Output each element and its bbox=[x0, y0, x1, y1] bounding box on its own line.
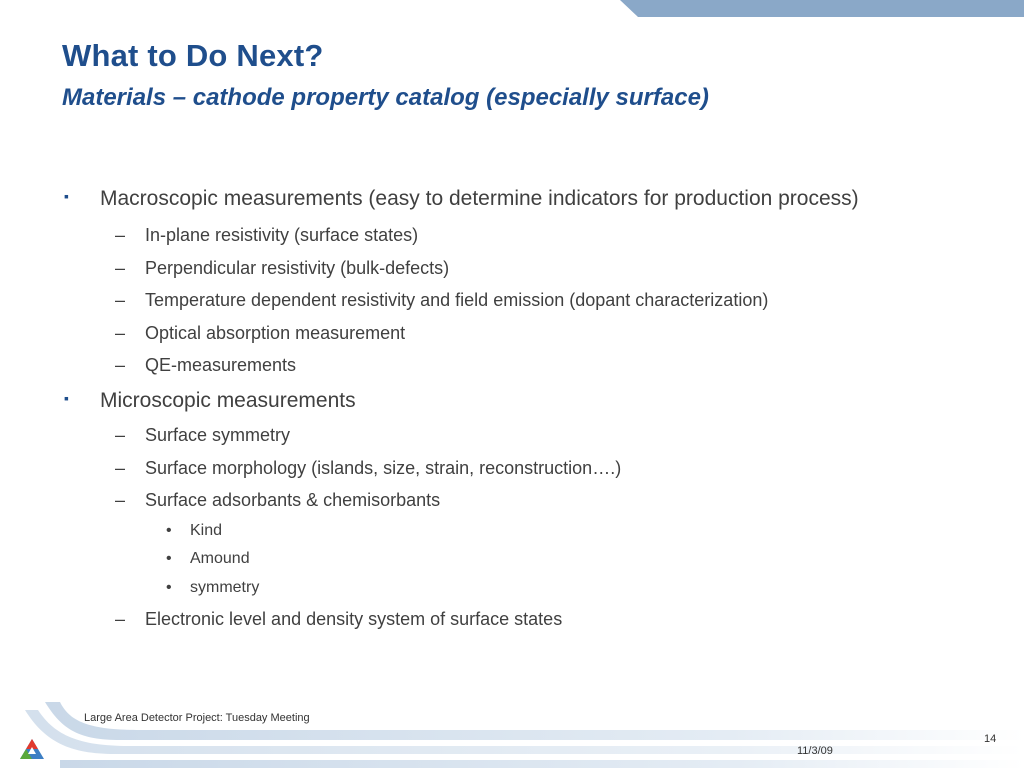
dot-bullet-icon: • bbox=[166, 550, 172, 567]
sub-bullet-text: Optical absorption measurement bbox=[145, 323, 406, 343]
sub-bullet bbox=[115, 355, 297, 376]
sub-bullet bbox=[115, 458, 622, 479]
sub-sub-bullet-text: symmetry bbox=[190, 579, 260, 596]
dash-bullet-icon: – bbox=[115, 323, 126, 343]
dash-bullet-icon: – bbox=[115, 225, 126, 245]
dash-bullet-icon: – bbox=[115, 425, 126, 445]
dash-bullet-icon: – bbox=[115, 458, 126, 478]
dot-bullet-icon: • bbox=[166, 579, 172, 596]
sub-bullet bbox=[115, 225, 419, 246]
dash-bullet-icon: – bbox=[115, 258, 126, 278]
top-accent-band bbox=[620, 0, 1024, 17]
sub-bullet bbox=[115, 490, 441, 511]
slide-subtitle: Materials – cathode property catalog (especially surface) bbox=[62, 84, 709, 111]
sub-sub-bullet bbox=[166, 550, 250, 568]
sub-bullet-text: In-plane resistivity (surface states) bbox=[145, 225, 419, 245]
page-number: 14 bbox=[984, 733, 997, 745]
sub-bullet bbox=[115, 425, 291, 446]
bullet-microscopic bbox=[64, 389, 356, 413]
sub-sub-bullet-text: Kind bbox=[190, 522, 223, 539]
sub-bullet-text: Surface morphology (islands, size, strain, reconstruction….) bbox=[145, 458, 622, 478]
sub-bullet bbox=[115, 258, 450, 279]
triangle-logo-icon bbox=[19, 738, 45, 760]
sub-bullet bbox=[115, 290, 769, 311]
sub-bullet-text: Temperature dependent resistivity and field emission (dopant characterization) bbox=[145, 290, 769, 310]
sub-bullet-text: QE-measurements bbox=[145, 355, 297, 375]
footer-date: 11/3/09 bbox=[797, 745, 833, 757]
bullet-macroscopic bbox=[64, 187, 859, 211]
sub-bullet-text: Surface adsorbants & chemisorbants bbox=[145, 490, 441, 510]
dash-bullet-icon: – bbox=[115, 290, 126, 310]
bullet-text: Macroscopic measurements (easy to determine indicators for production process) bbox=[100, 187, 859, 210]
sub-bullet-text: Surface symmetry bbox=[145, 425, 291, 445]
sub-sub-bullet-text: Amound bbox=[190, 550, 250, 567]
sub-bullet bbox=[115, 323, 406, 344]
square-bullet-icon: ▪ bbox=[64, 390, 69, 406]
dash-bullet-icon: – bbox=[115, 355, 126, 375]
sub-bullet-text: Perpendicular resistivity (bulk-defects) bbox=[145, 258, 450, 278]
sub-bullet bbox=[115, 609, 563, 630]
dash-bullet-icon: – bbox=[115, 609, 126, 629]
dash-bullet-icon: – bbox=[115, 490, 126, 510]
footer-meeting-label: Large Area Detector Project: Tuesday Meeting bbox=[84, 712, 310, 724]
square-bullet-icon: ▪ bbox=[64, 188, 69, 204]
sub-sub-bullet bbox=[166, 522, 223, 540]
bullet-text: Microscopic measurements bbox=[100, 389, 356, 412]
sub-bullet-text: Electronic level and density system of surface states bbox=[145, 609, 563, 629]
dot-bullet-icon: • bbox=[166, 522, 172, 539]
sub-sub-bullet bbox=[166, 579, 260, 597]
slide-title: What to Do Next? bbox=[62, 38, 324, 73]
